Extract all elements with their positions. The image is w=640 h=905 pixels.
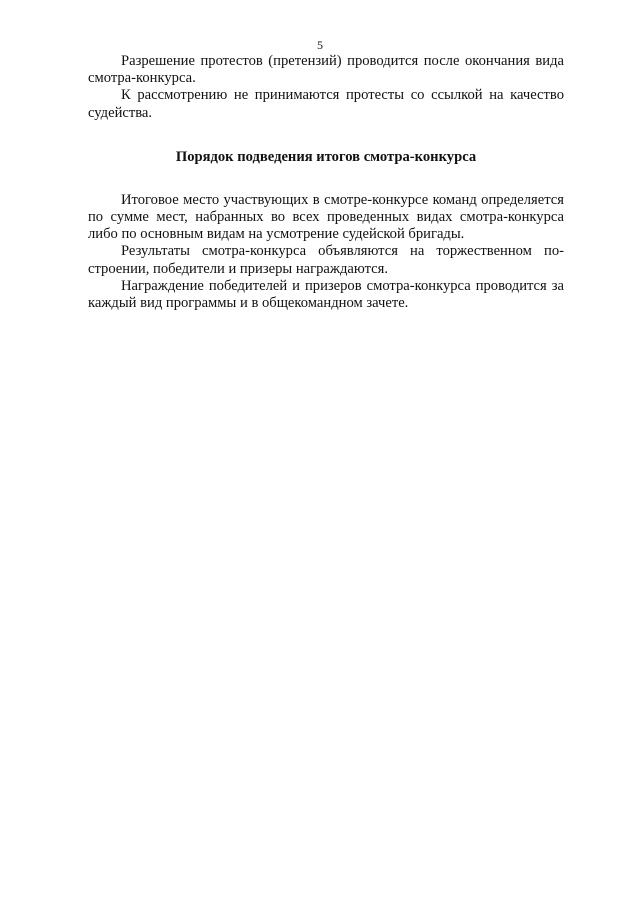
page-number: 5: [317, 38, 323, 52]
paragraph-final-place: Итоговое место участвующих в смотре-конкурсе команд определяется по сумме мест, набранных во всех проведенных видах смотра-конкурса либо по основным видам на усмотрение судейской бригады.: [88, 191, 564, 243]
paragraph-protest-refereeing: К рассмотрению не принимаются протесты со ссылкой на качество судейства.: [88, 87, 564, 121]
paragraph-results-announcement: Результаты смотра-конкурса объявляются на торжественном построении, победители и призеры награждаются.: [88, 243, 564, 277]
paragraph-protest-resolution: Разрешение протестов (претензий) проводится после окончания вида смотра-конкурса.: [88, 53, 564, 87]
document-body: [88, 53, 564, 312]
paragraph-awards: Награждение победителей и призеров смотра-конкурса проводится за каждый вид программы и в общекомандном зачете.: [88, 277, 564, 312]
section-heading: Порядок подведения итогов смотра-конкурса: [175, 148, 477, 165]
